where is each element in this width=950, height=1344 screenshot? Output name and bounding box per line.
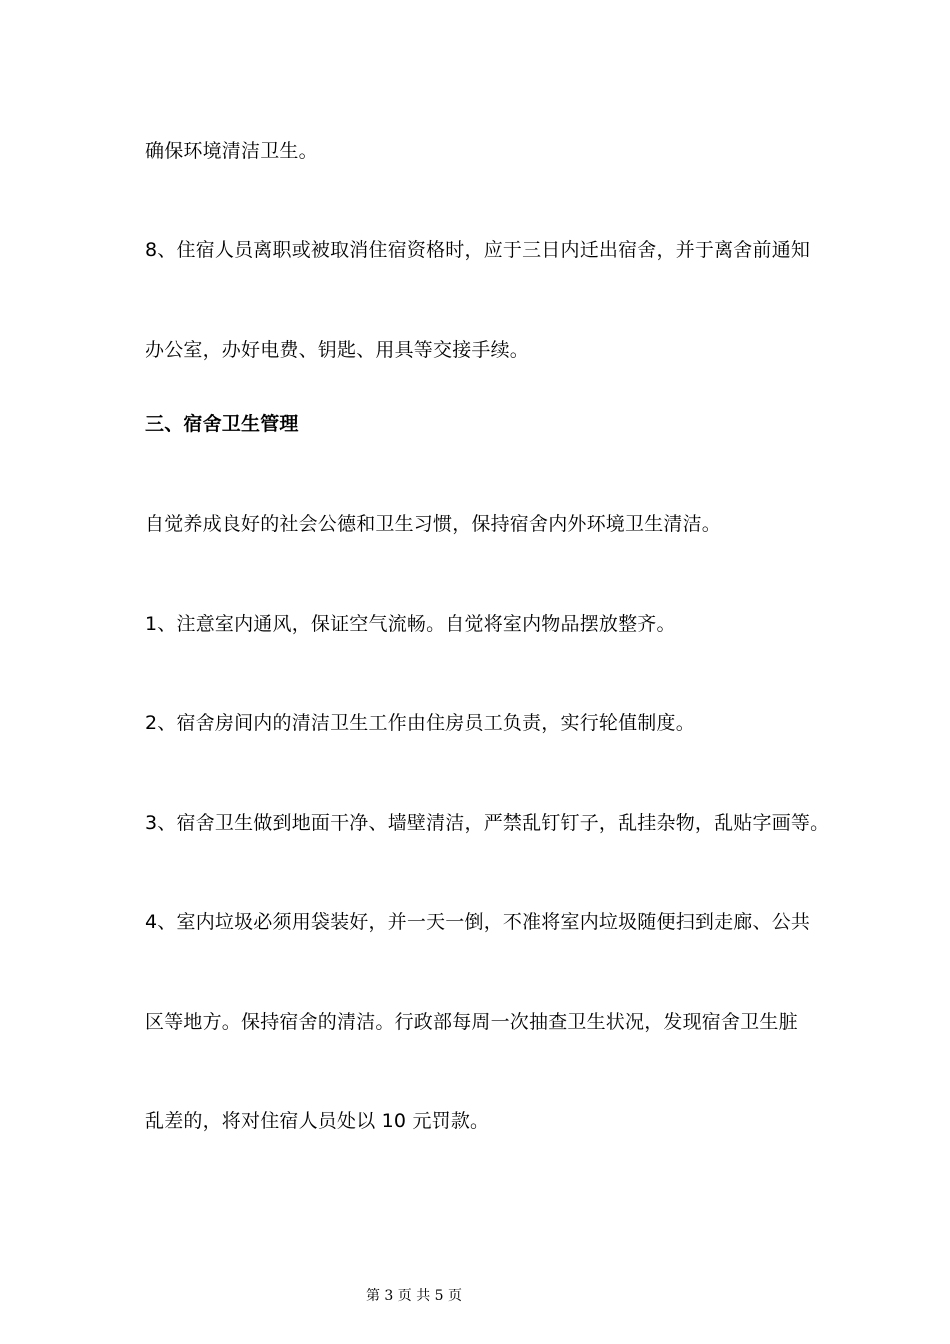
paragraph-line: 乱差的，将对住宿人员处以 10 元罚款。 <box>145 1110 490 1132</box>
list-item: 4、室内垃圾必须用袋装好，并一天一倒，不准将室内垃圾随便扫到走廊、公共 <box>145 911 811 933</box>
list-item: 1、注意室内通风，保证空气流畅。自觉将室内物品摆放整齐。 <box>145 613 676 635</box>
paragraph-line: 8、住宿人员离职或被取消住宿资格时，应于三日内迁出宿舍，并于离舍前通知 <box>145 239 811 261</box>
page-number-label: 第 3 页 共 5 页 <box>365 1288 463 1304</box>
paragraph-line: 自觉养成良好的社会公德和卫生习惯，保持宿舍内外环境卫生清洁。 <box>145 513 722 535</box>
section-heading: 三、宿舍卫生管理 <box>145 413 299 435</box>
paragraph-line: 办公室，办好电费、钥匙、用具等交接手续。 <box>145 339 530 361</box>
list-item: 3、宿舍卫生做到地面干净、墙壁清洁，严禁乱钉钉子，乱挂杂物，乱贴字画等。 <box>145 812 830 834</box>
paragraph-line: 确保环境清洁卫生。 <box>145 140 318 162</box>
page-footer <box>0 1287 828 1305</box>
list-item: 2、宿舍房间内的清洁卫生工作由住房员工负责，实行轮值制度。 <box>145 712 695 734</box>
paragraph-line: 区等地方。保持宿舍的清洁。行政部每周一次抽查卫生状况，发现宿舍卫生脏 <box>145 1011 798 1033</box>
